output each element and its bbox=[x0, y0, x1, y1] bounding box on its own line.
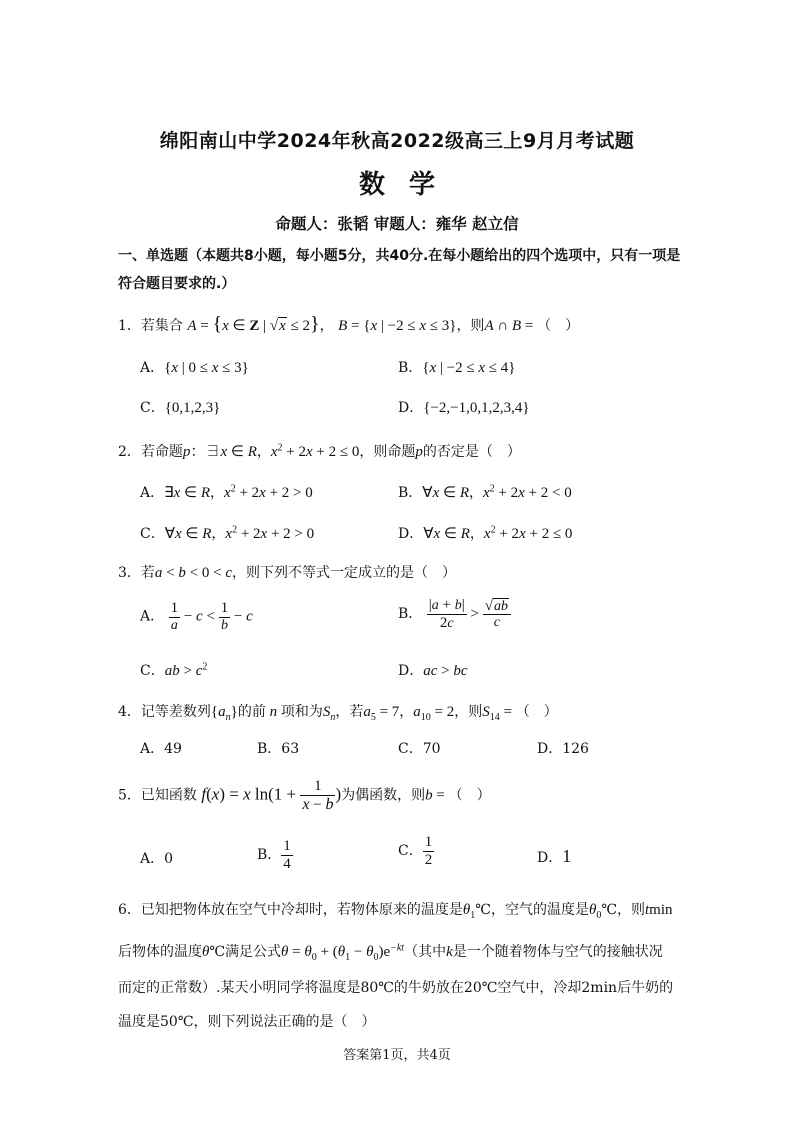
page-footer: 答案第1页，共4页 bbox=[343, 1048, 451, 1063]
q4-option-c: C．70 bbox=[398, 741, 441, 757]
q1-option-b: B．{x | −2 ≤ x ≤ 4} bbox=[398, 360, 516, 376]
q1-option-a: A．{x | 0 ≤ x ≤ 3} bbox=[140, 360, 249, 376]
question-5: 5．已知函数 f(x) = x ln(1 + $\frac{1}{x - b}$ )为偶函数，则b = （ ） bbox=[118, 778, 491, 813]
q2-option-a: A．∃x ∈ R，$x^2 + 2x + 2 > 0$ bbox=[140, 483, 313, 501]
q3-option-c: C．ab > $c^2$ bbox=[140, 661, 208, 679]
question-3: 3．若a < b < 0 < c，则下列不等式一定成立的是（ ） bbox=[118, 565, 456, 581]
q1-option-c: C．{0,1,2,3} bbox=[140, 400, 221, 416]
q2-option-c: C．∀x ∈ R，$x^2 + 2x + 2 > 0$ bbox=[140, 524, 315, 542]
question-6-line-2: 后物体的温度θ℃满足公式$\theta = \theta_0 + (\theta_1 - \theta_0)e^{-kt}$（其中k是一个随着物体与空气的接触状况 bbox=[118, 942, 663, 963]
question-2: 2．若命题p：∃x ∈ R，$x^2 + 2x + 2 \le 0$，则命题p的否定是（ ） bbox=[118, 442, 521, 460]
question-4: 4．记等差数列$\{a_n\}$的前 n 项和为$S_n$，若$a_5 = 7$，$a_{10} = 2$，则$S_{14}$ = （ ） bbox=[118, 704, 558, 723]
question-6-line-3: 而定的正常数）.某天小明同学将温度是80℃的牛奶放在20℃空气中，冷却2min后牛奶的 bbox=[118, 980, 674, 996]
question-6-line-4: 温度是50℃，则下列说法正确的是（ ） bbox=[118, 1014, 376, 1030]
q1-option-d: D．{−2,−1,0,1,2,3,4} bbox=[398, 400, 530, 416]
q2-option-b: B．∀x ∈ R，$x^2 + 2x + 2 < 0$ bbox=[398, 483, 572, 501]
q4-option-b: B．63 bbox=[257, 741, 300, 757]
authors-line: 命题人：张韬 审题人：雍华 赵立信 bbox=[275, 215, 519, 233]
q5-option-d: D．1 bbox=[537, 846, 572, 866]
q3-option-d: D．ac > bc bbox=[398, 663, 468, 679]
exam-title: 绵阳南山中学2024年秋高2022级高三上9月月考试题 bbox=[159, 130, 635, 152]
question-1: 1．若集合 A = {x ∈ Z | √x ≤ 2}， B = {x | −2 ≤ x ≤ 3}，则A ∩ B = （ ） bbox=[118, 313, 580, 335]
q5-option-b: B． $\frac{1}{4}$ bbox=[257, 838, 291, 872]
q2-option-d: D．∀x ∈ R，$x^2 + 2x + 2 \le 0$ bbox=[398, 524, 573, 542]
subject-title: 数学 bbox=[358, 170, 459, 200]
q3-option-b: B． $\frac{|a + b|}{2c}$ > $\frac{√ab}{c}$ bbox=[398, 597, 511, 631]
q5-option-a: A．0 bbox=[140, 851, 174, 867]
question-6-line-1: 6．已知把物体放在空气中冷却时，若物体原来的温度是$\theta_1℃$，空气的温度是$\theta_0℃$，则tmin bbox=[118, 902, 673, 921]
q4-option-d: D．126 bbox=[537, 741, 589, 757]
q4-option-a: A．49 bbox=[140, 741, 182, 757]
q3-option-a: A． $\frac{1}{a}$ − c < $\frac{1}{b}$ − c bbox=[140, 600, 253, 633]
q5-option-c: C． $\frac{1}{2}$ bbox=[398, 834, 433, 868]
section-heading: 一、单选题（本题共8小题，每小题5分，共40分.在每小题给出的四个选项中，只有一项是符合题目要求的.） bbox=[118, 248, 681, 292]
